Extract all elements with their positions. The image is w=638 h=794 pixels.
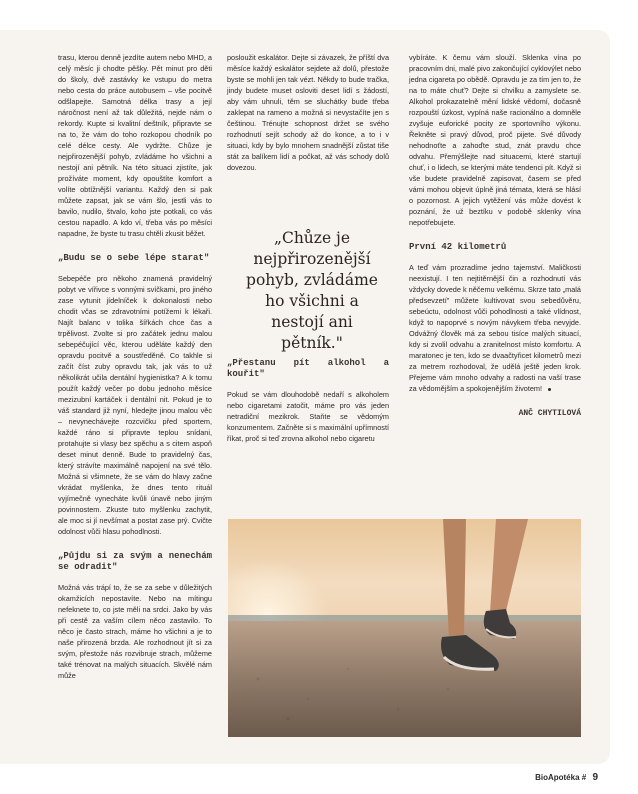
paragraph: vybíráte. K čemu vám slouží. Sklenka vína po pracovním dni, malé pivo zakončující cyklovýlet nebo jedna cigareta po obědě. Opravdu je za tím jen to, že na to máte chuť? Dejte si chvilku a zamyslete se. Alkohol prokazatelně mění lidské vědomí, dočasně rozpouští úzkost, vypíná naše racionálno a domněle zvyšuje euforické pocity ze sportovního výkonu. Řekněte si pravý důvod, proč pijete. Své důvody nehodnoťte a zahoďte stud, znát pravdu chce odvahu. Přemýšlejte nad situacemi, které startují chuť, i o lidech, se kterými máte tendenci pít. Když si vše budete pravidelně zapisovat, časem se před vámi mohou objevit úplně jiná témata, která se hlásí o pozornost. A jejich vytěžení vás může dovést k poznání, že už beztíku v podobě sklenky vína nepotřebujete. [409,53,581,227]
paragraph: trasu, kterou denně jezdíte autem nebo MHD, a celý měsíc ji chodte pěšky. Pět minut pro děti do školy, dvě zastávky ke vstupu do metra nebo cesta do práce autobusem – vše pocitvě odšlapejte. Samotná délka trasy a její náročnost není až tak důležitá, nejde nám o rekordy. Kupte si kvalitní deštník, připravte se na to, že vám do toho rozkopou chodník po celé délce cesty. Ale vydržte. Chůze je nejpřirozenější pohyb, zvládáme ho všichni a nestojí ani pětník. Na této situaci zjistíte, jak prožíváte moment, kdy opouštíte komfort a volíte obtížnější variantu. Každý den si pak můžete zapsat, jak se vám šlo, jestli vás to bavilo, nudilo, štvalo, koho jste potkali, co vás cestou napadlo. A kdo ví, třeba vás po měsíci napadne, že byste tu trasu chtěli zkusit běžet. [58,53,212,238]
section-heading: „Přestanu pít alkohol a kouřit" [227,358,389,379]
running-shoes-photo [228,519,581,737]
paragraph: Možná vás trápí to, že se za sebe v důležitých okamžicích nepostavíte. Nebo na mítingu nefeknete to, co jste měli na srdci. Jako by vás při cestě za vaším cílem něco zastavilo. To něco je často strach, máme ho všichni a je to naše přirozená brzda. Ale rozhodnout jít si za svým, přestože nás rozvibruje strach, můžeme také trénovat na malých situacích. Skvělé nám může [58,583,212,680]
paragraph: Pokud se vám dlouhodobě nedaří s alkoholem nebo cigaretami zatočit, máme pro vás jeden netradiční mezikrok. Staňte se vědomým konzumentem. Začněte si s maximální upřímností říkat, proč si teď zrovna alkohol nebo cigaretu [227,390,389,443]
paragraph: posloužit eskalátor. Dejte si závazek, že příští dva měsíce každý eskalátor sejdete až dolů, přestože byste se mohli jen tak vézt. Někdy to bude tračka, jindy budete muset osloviti deset lidí s žádostí, aby vám uhnuli, těm se sluchátky bude třeba zaklepat na rameno a možná si nevystačíte jen s češtinou. Trénujte schopnost držet se svého rozhodnutí sejít schody až do konce, a to i v situaci, kdy by bylo mnohem snadnější zůstat tiše stát za balíkem lidí a počkat, až vás schody dolů dovezou. [227,53,389,172]
paragraph-text: A teď vám prozradíme jedno tajemství. Maličkosti neexistují. I ten nejtitěrnější čin a rozhodnutí vás vždycky dovede k něčemu velkému. Skrze tato „malá předsevzetí" můžete kultivovat svou sebedůvěru, sebeúctu, odolnost vůči pohodlnosti a také vlídnost, když to napoprvé s novým návykem třeba nevyjde. Odvážný člověk má za sebou tisíce malých situací, kdy si zvolil odvahu a zranitelnost místo komfortu. A maratonec je ten, kdo se dvaačtyřicet kilometrů mezi za metrem rozhodoval, že udělá ještě jeden krok. Přejeme vám mnoho odvahy a radosti na vaší trase za vědomějším a spokojenějším životem! [409,263,581,393]
section-heading: „Půjdu si za svým a nenechám se odradit" [58,551,212,572]
paragraph [409,262,581,394]
footer-hash: # [581,773,587,782]
brand-name: BioApotéka [535,773,580,782]
end-mark-icon [548,388,551,391]
article-column-1 [58,52,212,687]
author-byline: ANČ CHYTILOVÁ [518,409,581,418]
paragraph: Sebepéče pro někoho znamená pravidelný pobyt ve vířivce s vonnými svíčkami, pro jiného zase vytunit jídelníček k dokonalosti nebo chodit včas se zdravotními potížemi k lékaři. Najít balanc v tolika šířkách chce čas a trpělivost. Zvolte si pro začátek jednu malou sebepéčující věc, kterou uděláte každý den opravdu pocitvě a soustředěně. Co takhle si začít číst zuby opravdu tak, jak vás to už několikrát učila dentální hygienistka? A k tomu použít každý večer po dobu jednoho měsíce mezizubní kartáček i dentální nit. Pokud je to váš standard již nyní, hledejte jinou malou věc – nevynechávejte rozcvičku před sportem, každé ráno si připravte teplou snídani, protahujte si vlasy bez spěchu a s citem aspoň deset minut denně. Bude to pravidelný čas, který strávíte maximálně napojení na své tělo. Možná si všimnete, že se vám do hlavy začne vkrádat myšlenka, že dnes tento rituál vyjímečně vynecháte kvůli únavě nebo jiným povinnostem. Zkuste tuto myšlenku zachytit, ale moc si jí nevšímat a postat zase prý. Cvičte odolnost vůči hlasu pohodlnosti. [58,274,212,536]
page-number: 9 [592,772,598,783]
article-column-3 [409,52,581,419]
section-heading: „Budu se o sebe lépe starat" [58,253,210,263]
photo-illustration [228,519,581,737]
pull-quote: „Chůze je nejpřirozenější pohyb, zvládáme ho všichni a nestojí ani pětník." [246,229,378,352]
page-footer [535,772,598,783]
section-heading: První 42 kilometrů [409,242,507,252]
